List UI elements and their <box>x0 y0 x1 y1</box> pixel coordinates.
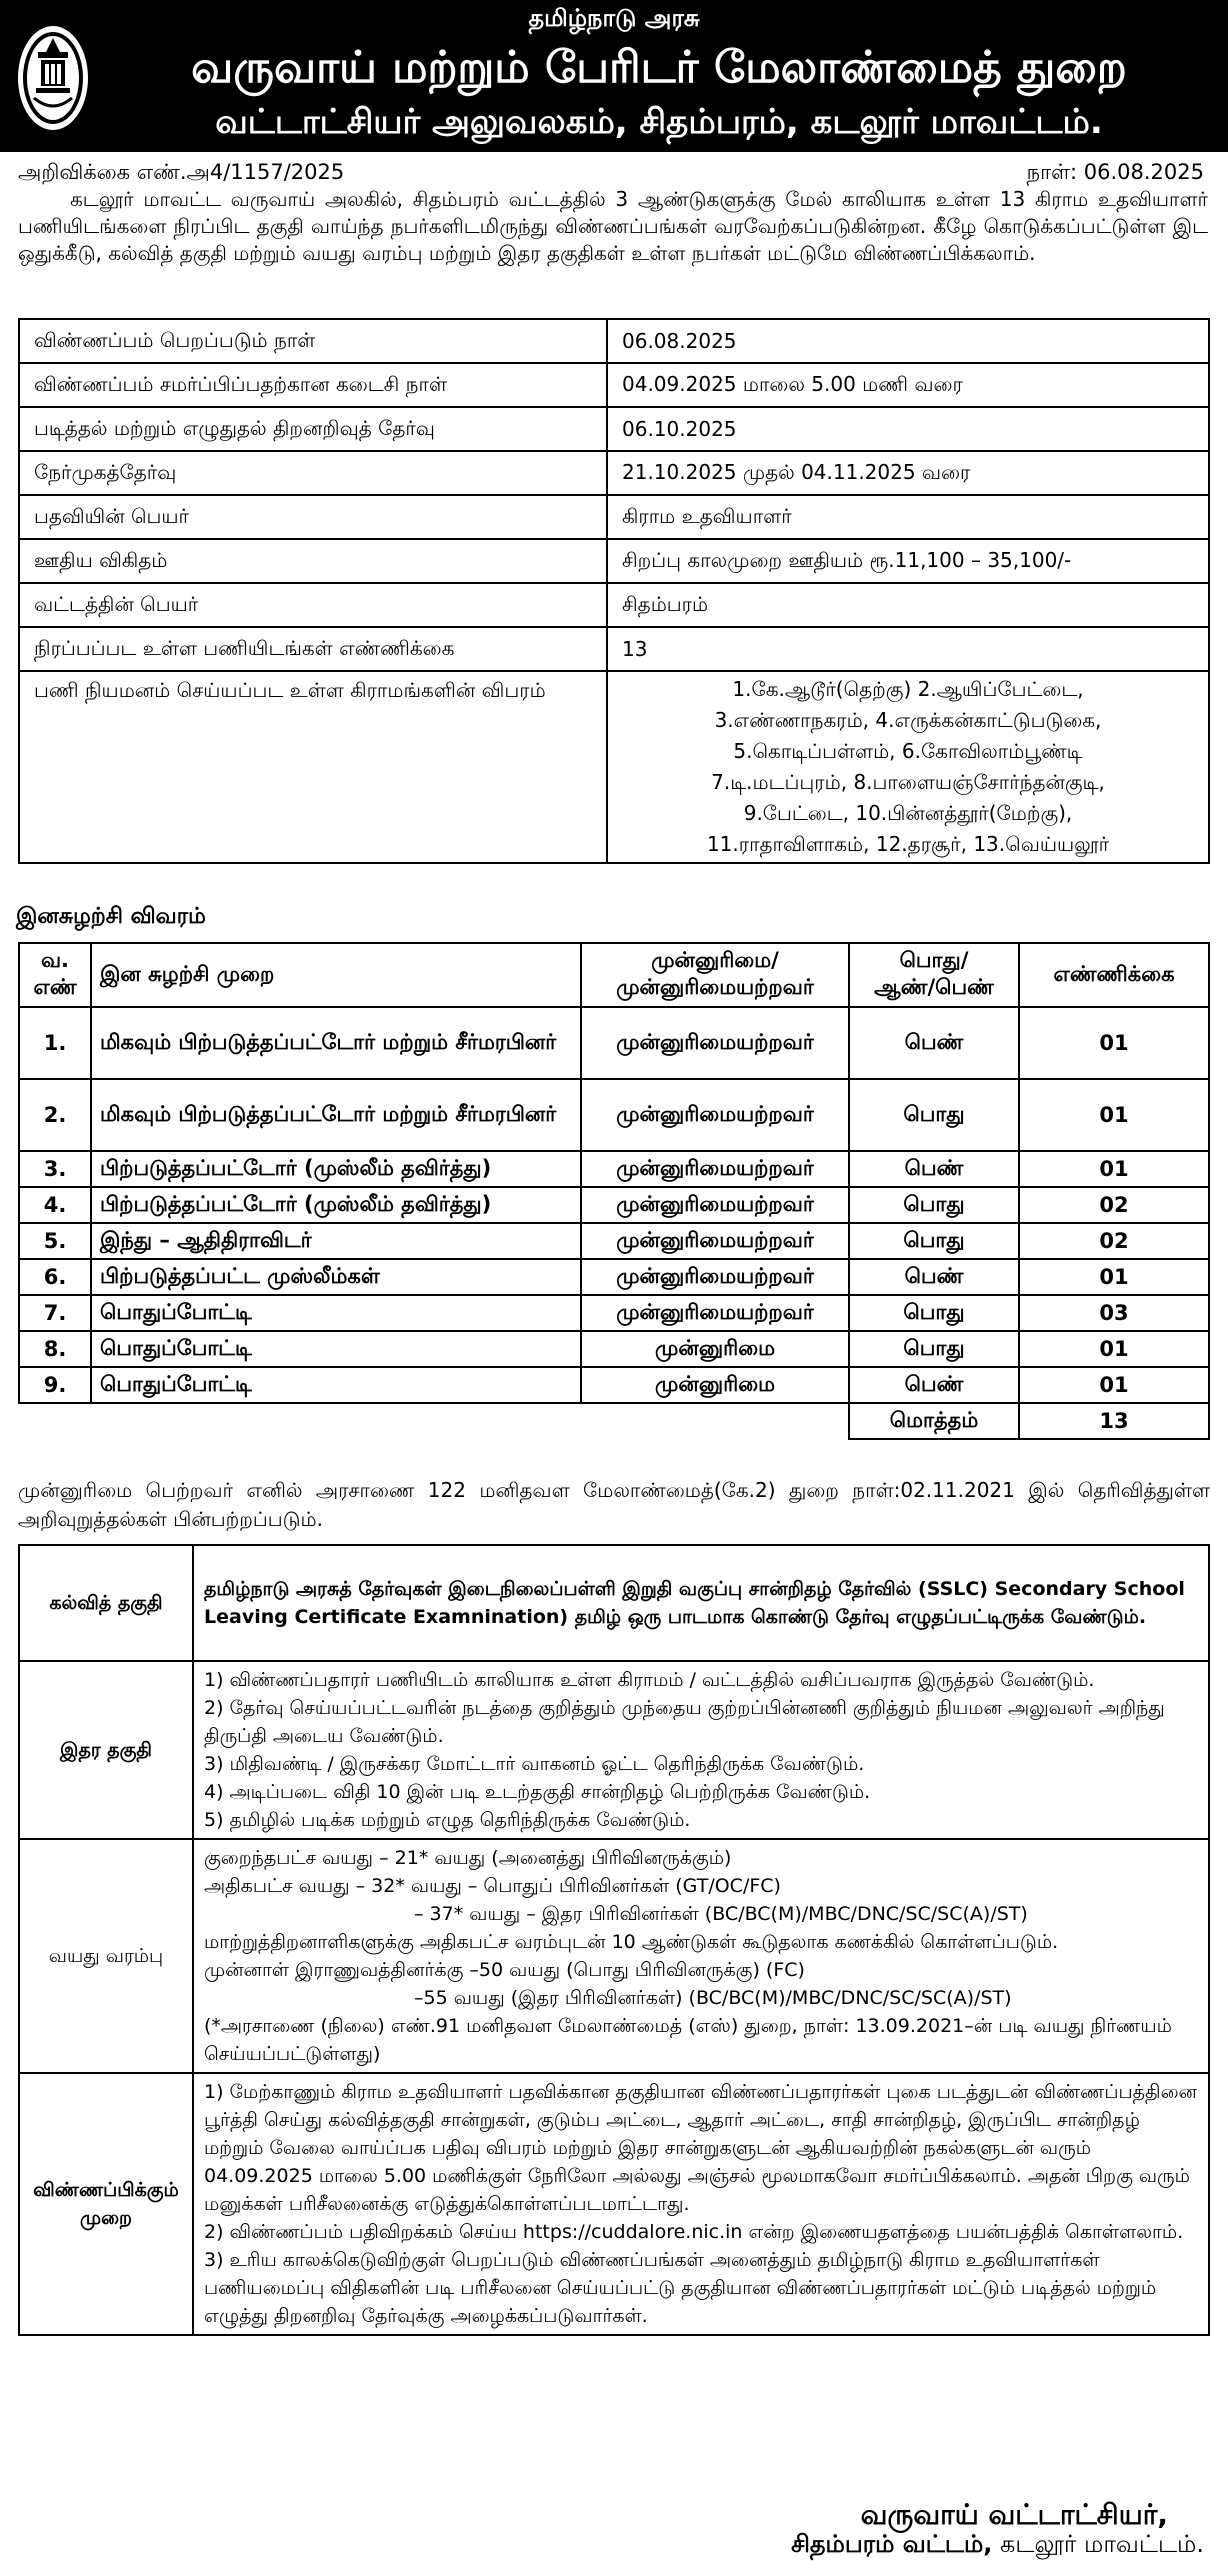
roster-sno: 4. <box>19 1187 91 1223</box>
roster-row <box>19 1187 1209 1223</box>
apply-method-label: விண்ணப்பிக்கும் முறை <box>19 2073 193 2335</box>
info-row <box>19 495 1209 539</box>
info-value: 13 <box>607 627 1209 671</box>
info-value: 06.10.2025 <box>607 407 1209 451</box>
info-label: வட்டத்தின் பெயர் <box>19 583 607 627</box>
roster-title: இனசுழற்சி விவரம் <box>16 904 206 929</box>
education-text: தமிழ்நாடு அரசுத் தேர்வுகள் இடைநிலைப்பள்ளி இறுதி வகுப்பு சான்றிதழ் தேர்வில் (SSLC) Secondary School Leaving Certificate Examnination) தமிழ் ஒரு பாடமாக கொண்டு தேர்வு எழுதப்பட்டிருக்க வேண்டும். <box>193 1545 1209 1661</box>
info-label: பதவியின் பெயர் <box>19 495 607 539</box>
age-exservice-line: முன்னாள் இராணுவத்தினர்க்கு –50 வயது (பொது பிரிவினருக்கு) (FC) <box>204 1959 805 1981</box>
roster-sno: 3. <box>19 1151 91 1187</box>
roster-gender: பொது <box>849 1223 1019 1259</box>
age-limit-details <box>193 1839 1209 2073</box>
other-qualification-item: 4) அடிப்படை விதி 10 இன் படி உடற்தகுதி சான்றிதழ் பெற்றிருக்க வேண்டும். <box>204 1781 871 1803</box>
notice-intro: கடலூர் மாவட்ட வருவாய் அலகில், சிதம்பரம் வட்டத்தில் 3 ஆண்டுகளுக்கு மேல் காலியாக உள்ள 13 கிராம உதவியாளர் பணியிடங்களை நிரப்பிட தகுதி வாய்ந்த நபர்களிடமிருந்து விண்ணப்பங்கள் வரவேற்கப்படுகின்றன. கீழே கொடுக்கப்பட்டுள்ள இட ஒதுக்கீடு, கல்வித் தகுதி மற்றும் வயது வரம்பு மற்றும் இதர தகுதிகள் உள்ள நபர்கள் மட்டுமே விண்ணப்பிக்கலாம். <box>18 187 1209 265</box>
roster-count: 01 <box>1019 1007 1209 1079</box>
roster-header-row <box>19 943 1209 1007</box>
roster-sno: 2. <box>19 1079 91 1151</box>
roster-count: 01 <box>1019 1331 1209 1367</box>
info-row <box>19 407 1209 451</box>
roster-row <box>19 1331 1209 1367</box>
roster-header-category: இன சுழற்சி முறை <box>91 943 581 1007</box>
roster-count: 01 <box>1019 1367 1209 1403</box>
roster-header-count: எண்ணிக்கை <box>1019 943 1209 1007</box>
other-qualification-label: இதர தகுதி <box>19 1661 193 1839</box>
qualifications-table <box>18 1544 1210 2336</box>
roster-count: 02 <box>1019 1187 1209 1223</box>
header-banner <box>0 0 1228 152</box>
roster-priority: முன்னுரிமையற்றவர் <box>581 1187 849 1223</box>
roster-row <box>19 1007 1209 1079</box>
roster-priority: முன்னுரிமையற்றவர் <box>581 1007 849 1079</box>
info-row <box>19 583 1209 627</box>
roster-category: மிகவும் பிற்படுத்தப்பட்டோர் மற்றும் சீர்மரபினர் <box>91 1007 581 1079</box>
age-limit-label: வயது வரம்பு <box>19 1839 193 2073</box>
roster-category: பொதுப்போட்டி <box>91 1295 581 1331</box>
village-line: 1.கே.ஆடூர்(தெற்கு) 2.ஆயிப்பேட்டை, <box>732 677 1084 701</box>
other-qualification-item: 2) தேர்வு செய்யப்பட்டவரின் நடத்தை குறித்தும் முந்தைய குற்றப்பின்னணி குறித்தும் நியமன அலுவலர் அறிந்து திருப்தி அடைய வேண்டும். <box>204 1697 1165 1747</box>
roster-row <box>19 1295 1209 1331</box>
roster-priority: முன்னுரிமையற்றவர் <box>581 1151 849 1187</box>
age-disabled-line: மாற்றுத்திறனாளிகளுக்கு அதிகபட்ச வரம்புடன் 10 ஆண்டுகள் கூடுதலாக கணக்கில் கொள்ளப்படும். <box>204 1931 1059 1953</box>
info-row <box>19 363 1209 407</box>
info-value: 21.10.2025 முதல் 04.11.2025 வரை <box>607 451 1209 495</box>
village-line: 5.கொடிப்பள்ளம், 6.கோவிலாம்பூண்டி <box>733 739 1083 763</box>
info-value: 04.09.2025 மாலை 5.00 மணி வரை <box>607 363 1209 407</box>
info-row <box>19 627 1209 671</box>
roster-row <box>19 1367 1209 1403</box>
education-row <box>19 1545 1209 1661</box>
government-emblem-icon <box>16 24 90 132</box>
priority-note: முன்னுரிமை பெற்றவர் எனில் அரசாணை 122 மனிதவள மேலாண்மைத்(கே.2) துறை நாள்:02.11.2021 இல் தெரிவித்துள்ள அறிவுறுத்தல்கள் பின்பற்றப்படும். <box>18 1478 1210 1531</box>
other-qualification-item: 3) மிதிவண்டி / இருசக்கர மோட்டார் வாகனம் ஓட்ட தெரிந்திருக்க வேண்டும். <box>204 1753 865 1775</box>
roster-category: பிற்படுத்தப்பட்ட முஸ்லீம்கள் <box>91 1259 581 1295</box>
roster-body <box>19 1007 1209 1403</box>
villages-row <box>19 671 1209 863</box>
age-max-general-line: அதிகபட்ச வயது – 32* வயது – பொதுப் பிரிவினர்கள் (GT/OC/FC) <box>204 1875 781 1897</box>
key-info-table <box>18 318 1210 864</box>
other-qualification-list <box>193 1661 1209 1839</box>
government-title: தமிழ்நாடு அரசு <box>528 4 700 32</box>
roster-priority: முன்னுரிமை <box>581 1367 849 1403</box>
roster-sno: 9. <box>19 1367 91 1403</box>
age-max-other-line: – 37* வயது – இதர பிரிவினர்கள் (BC/BC(M)/MBC/DNC/SC/SC(A)/ST) <box>414 1903 1028 1925</box>
roster-row <box>19 1223 1209 1259</box>
info-label: விண்ணப்பம் பெறப்படும் நாள் <box>19 319 607 363</box>
apply-method-item: 1) மேற்காணும் கிராம உதவியாளர் பதவிக்கான தகுதியான விண்ணப்பதாரர்கள் புகை படத்துடன் விண்ணப்பத்தினை பூர்த்தி செய்து கல்வித்தகுதி சான்றுகள், குடும்ப அட்டை, ஆதார் அட்டை, சாதி சான்றிதழ், இருப்பிட சான்றிதழ் மற்றும் வேலை வாய்ப்பக பதிவு விபரம் மற்றும் இதர சான்றுகளுடன் ஆகியவற்றின் நகல்களுடன் வரும் 04.09.2025 மாலை 5.00 மணிக்குள் நேரிலோ அல்லது அஞ்சல் மூலமாகவோ சமர்ப்பிக்கலாம். அதன் பிறகு வரும் மனுக்கள் பரிசீலனைக்கு எடுத்துக்கொள்ளப்படமாட்டாது. <box>204 2081 1197 2215</box>
education-label: கல்வித் தகுதி <box>19 1545 193 1661</box>
roster-sno: 5. <box>19 1223 91 1259</box>
roster-gender: பொது <box>849 1295 1019 1331</box>
roster-priority: முன்னுரிமையற்றவர் <box>581 1259 849 1295</box>
info-label: நேர்முகத்தேர்வு <box>19 451 607 495</box>
roster-priority: முன்னுரிமையற்றவர் <box>581 1223 849 1259</box>
roster-count: 01 <box>1019 1079 1209 1151</box>
roster-priority: முன்னுரிமை <box>581 1331 849 1367</box>
other-qualification-row <box>19 1661 1209 1839</box>
roster-sno: 8. <box>19 1331 91 1367</box>
roster-count: 03 <box>1019 1295 1209 1331</box>
info-value: 06.08.2025 <box>607 319 1209 363</box>
info-label: விண்ணப்பம் சமர்ப்பிப்பதற்கான கடைசி நாள் <box>19 363 607 407</box>
roster-gender: பொது <box>849 1331 1019 1367</box>
roster-category: பிற்படுத்தப்பட்டோர் (முஸ்லீம் தவிர்த்து) <box>91 1151 581 1187</box>
roster-header-gender: பொது/ ஆண்/பெண் <box>849 943 1019 1007</box>
apply-method-item: 3) உரிய காலக்கெடுவிற்குள் பெறப்படும் விண்ணப்பங்கள் அனைத்தும் தமிழ்நாடு கிராம உதவியாளர்கள் பணியமைப்பு விதிகளின் படி பரிசீலனை செய்யப்பட்டு தகுதியான விண்ணப்பதாரர்கள் மட்டும் படித்தல் மற்றும் எழுத்து திறனறிவு தேர்வுக்கு அழைக்கப்படுவார்கள். <box>204 2249 1157 2327</box>
roster-category: பொதுப்போட்டி <box>91 1331 581 1367</box>
roster-sno: 7. <box>19 1295 91 1331</box>
department-title: வருவாய் மற்றும் பேரிடர் மேலாண்மைத் துறை <box>191 42 1127 93</box>
roster-gender: பெண் <box>849 1007 1019 1079</box>
roster-count: 02 <box>1019 1223 1209 1259</box>
signatory-taluk: சிதம்பரம் வட்டம், <box>791 2530 993 2558</box>
villages-label: பணி நியமனம் செய்யப்பட உள்ள கிராமங்களின் விபரம் <box>19 671 607 863</box>
roster-category: பிற்படுத்தப்பட்டோர் (முஸ்லீம் தவிர்த்து) <box>91 1187 581 1223</box>
info-row <box>19 319 1209 363</box>
roster-priority: முன்னுரிமையற்றவர் <box>581 1079 849 1151</box>
roster-total-label: மொத்தம் <box>849 1403 1019 1439</box>
info-label: படித்தல் மற்றும் எழுதுதல் திறனறிவுத் தேர்வு <box>19 407 607 451</box>
info-row <box>19 539 1209 583</box>
notice-reference: அறிவிக்கை எண்.அ4/1157/2025 <box>18 160 345 184</box>
info-label: ஊதிய விகிதம் <box>19 539 607 583</box>
roster-row <box>19 1259 1209 1295</box>
roster-count: 01 <box>1019 1259 1209 1295</box>
other-qualification-item: 1) விண்ணப்பதாரர் பணியிடம் காலியாக உள்ள கிராமம் / வட்டத்தில் வசிப்பவராக இருத்தல் வேண்டும். <box>204 1669 1095 1691</box>
roster-count: 01 <box>1019 1151 1209 1187</box>
roster-gender: பெண் <box>849 1259 1019 1295</box>
villages-list <box>607 671 1209 863</box>
info-value: சிதம்பரம் <box>607 583 1209 627</box>
age-min-line: குறைந்தபட்ச வயது – 21* வயது (அனைத்து பிரிவினருக்கும்) <box>204 1847 732 1869</box>
roster-gender: பெண் <box>849 1151 1019 1187</box>
roster-category: பொதுப்போட்டி <box>91 1367 581 1403</box>
info-value: சிறப்பு காலமுறை ஊதியம் ரூ.11,100 – 35,100/- <box>607 539 1209 583</box>
info-value: கிராம உதவியாளர் <box>607 495 1209 539</box>
age-exservice-other-line: –55 வயது (இதர பிரிவினர்கள்) (BC/BC(M)/MBC/DNC/SC/SC(A)/ST) <box>414 1987 1012 2009</box>
info-label: நிரப்பப்பட உள்ள பணியிடங்கள் எண்ணிக்கை <box>19 627 607 671</box>
signatory-district: கடலூர் மாவட்டம். <box>1000 2530 1204 2558</box>
office-title: வட்டாட்சியர் அலுவலகம், சிதம்பரம், கடலூர் மாவட்டம். <box>215 102 1103 142</box>
signatory-title: வருவாய் வட்டாட்சியர், <box>860 2498 1168 2531</box>
roster-category: இந்து – ஆதிதிராவிடர் <box>91 1223 581 1259</box>
roster-header-priority: முன்னுரிமை/ முன்னுரிமையற்றவர் <box>581 943 849 1007</box>
apply-method-item: 2) விண்ணப்பம் பதிவிறக்கம் செய்ய https://cuddalore.nic.in என்ற இணையதளத்தை பயன்பத்திக் கொள்ளலாம். <box>204 2221 1184 2243</box>
roster-header-sno: வ. எண் <box>19 943 91 1007</box>
key-info-body <box>19 319 1209 671</box>
signatory-place <box>791 2530 1204 2561</box>
notice-date: நாள்: 06.08.2025 <box>1026 160 1204 184</box>
roster-total-row <box>19 1403 1209 1439</box>
roster-gender: பெண் <box>849 1367 1019 1403</box>
apply-method-list <box>193 2073 1209 2335</box>
roster-row <box>19 1079 1209 1151</box>
roster-category: மிகவும் பிற்படுத்தப்பட்டோர் மற்றும் சீர்மரபினர் <box>91 1079 581 1151</box>
roster-priority: முன்னுரிமையற்றவர் <box>581 1295 849 1331</box>
roster-row <box>19 1151 1209 1187</box>
roster-table <box>18 942 1210 1440</box>
village-line: 7.டி.மடப்புரம், 8.பாளையஞ்சோர்ந்தன்குடி, <box>711 770 1105 794</box>
roster-sno: 1. <box>19 1007 91 1079</box>
apply-method-row <box>19 2073 1209 2335</box>
info-row <box>19 451 1209 495</box>
roster-sno: 6. <box>19 1259 91 1295</box>
age-limit-row <box>19 1839 1209 2073</box>
age-go-note: (*அரசாணை (நிலை) எண்.91 மனிதவள மேலாண்மைத் (எஸ்) துறை, நாள்: 13.09.2021–ன் படி வயது நிர்ணயம் செய்யப்பட்டுள்ளது) <box>204 2015 1172 2065</box>
village-line: 11.ராதாவிளாகம், 12.தரசூர், 13.வெய்யலூர் <box>706 832 1110 856</box>
roster-gender: பொது <box>849 1079 1019 1151</box>
roster-total-value: 13 <box>1019 1403 1209 1439</box>
roster-gender: பொது <box>849 1187 1019 1223</box>
village-line: 3.எண்ணாநகரம், 4.எருக்கன்காட்டுபடுகை, <box>714 708 1102 732</box>
other-qualification-item: 5) தமிழில் படிக்க மற்றும் எழுத தெரிந்திருக்க வேண்டும். <box>204 1809 691 1831</box>
village-line: 9.பேட்டை, 10.பின்னத்தூர்(மேற்கு), <box>743 801 1073 825</box>
